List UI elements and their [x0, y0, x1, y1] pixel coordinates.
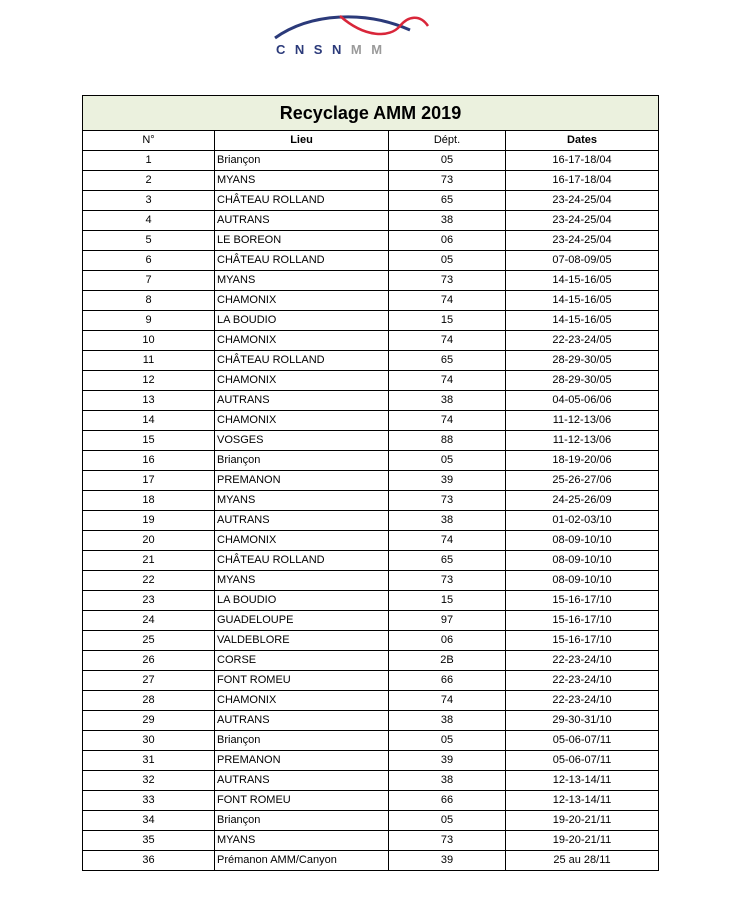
row-dept-cell: 65 [389, 551, 506, 571]
row-lieu-cell: CHAMONIX [215, 371, 389, 391]
table-row [83, 571, 659, 591]
row-dates-cell: 05-06-07/11 [506, 751, 659, 771]
row-num-cell: 23 [83, 591, 215, 611]
row-lieu-cell: CHAMONIX [215, 331, 389, 351]
row-dept-cell: 05 [389, 731, 506, 751]
row-num-cell: 10 [83, 331, 215, 351]
row-dates-cell: 05-06-07/11 [506, 731, 659, 751]
row-num-cell: 4 [83, 211, 215, 231]
row-num-cell: 2 [83, 171, 215, 191]
row-num-cell: 28 [83, 691, 215, 711]
row-dates-cell: 11-12-13/06 [506, 411, 659, 431]
row-dates-cell: 14-15-16/05 [506, 311, 659, 331]
table-row [83, 751, 659, 771]
header-dates: Dates [506, 131, 659, 151]
row-lieu-cell: CHÂTEAU ROLLAND [215, 191, 389, 211]
cnsnmm-logo [270, 8, 440, 58]
row-dates-cell: 18-19-20/06 [506, 451, 659, 471]
row-num-cell: 11 [83, 351, 215, 371]
row-lieu-cell: CHÂTEAU ROLLAND [215, 251, 389, 271]
row-dates-cell: 29-30-31/10 [506, 711, 659, 731]
table-row [83, 171, 659, 191]
logo-letter: S [313, 42, 332, 57]
row-lieu-cell: MYANS [215, 491, 389, 511]
row-num-cell: 8 [83, 291, 215, 311]
row-lieu-cell: AUTRANS [215, 511, 389, 531]
table-header-row [83, 131, 659, 151]
table-title-row [83, 96, 659, 131]
row-dates-cell: 19-20-21/11 [506, 831, 659, 851]
table-row [83, 411, 659, 431]
row-dates-cell: 19-20-21/11 [506, 811, 659, 831]
row-dates-cell: 15-16-17/10 [506, 631, 659, 651]
row-dept-cell: 73 [389, 571, 506, 591]
row-lieu-cell: Briançon [215, 451, 389, 471]
row-num-cell: 16 [83, 451, 215, 471]
row-dates-cell: 08-09-10/10 [506, 571, 659, 591]
table-row [83, 451, 659, 471]
table-row [83, 271, 659, 291]
row-num-cell: 36 [83, 851, 215, 871]
row-lieu-cell: CHAMONIX [215, 411, 389, 431]
row-dept-cell: 06 [389, 231, 506, 251]
table-row [83, 711, 659, 731]
row-dates-cell: 24-25-26/09 [506, 491, 659, 511]
row-num-cell: 31 [83, 751, 215, 771]
logo-letter: M [371, 42, 392, 57]
row-dates-cell: 01-02-03/10 [506, 511, 659, 531]
row-dates-cell: 25 au 28/11 [506, 851, 659, 871]
row-dates-cell: 15-16-17/10 [506, 591, 659, 611]
row-num-cell: 35 [83, 831, 215, 851]
row-lieu-cell: Briançon [215, 811, 389, 831]
row-lieu-cell: Prémanon AMM/Canyon [215, 851, 389, 871]
row-num-cell: 30 [83, 731, 215, 751]
row-lieu-cell: VALDEBLORE [215, 631, 389, 651]
row-num-cell: 24 [83, 611, 215, 631]
row-lieu-cell: FONT ROMEU [215, 671, 389, 691]
row-dept-cell: 73 [389, 271, 506, 291]
row-num-cell: 9 [83, 311, 215, 331]
table-row [83, 491, 659, 511]
logo-letter: M [350, 42, 372, 57]
row-dept-cell: 66 [389, 791, 506, 811]
row-dept-cell: 38 [389, 771, 506, 791]
row-dept-cell: 73 [389, 491, 506, 511]
row-num-cell: 21 [83, 551, 215, 571]
row-num-cell: 32 [83, 771, 215, 791]
row-dept-cell: 15 [389, 311, 506, 331]
row-lieu-cell: AUTRANS [215, 211, 389, 231]
row-dept-cell: 05 [389, 811, 506, 831]
row-lieu-cell: CORSE [215, 651, 389, 671]
table-row [83, 431, 659, 451]
table-row [83, 551, 659, 571]
row-dates-cell: 15-16-17/10 [506, 611, 659, 631]
table-row [83, 471, 659, 491]
table-row [83, 191, 659, 211]
row-num-cell: 34 [83, 811, 215, 831]
row-dept-cell: 97 [389, 611, 506, 631]
row-dept-cell: 74 [389, 531, 506, 551]
row-lieu-cell: LE BOREON [215, 231, 389, 251]
row-num-cell: 5 [83, 231, 215, 251]
row-num-cell: 7 [83, 271, 215, 291]
row-lieu-cell: CHÂTEAU ROLLAND [215, 351, 389, 371]
row-dept-cell: 2B [389, 651, 506, 671]
row-dates-cell: 14-15-16/05 [506, 271, 659, 291]
row-lieu-cell: MYANS [215, 831, 389, 851]
table-row [83, 631, 659, 651]
row-dept-cell: 66 [389, 671, 506, 691]
row-num-cell: 19 [83, 511, 215, 531]
row-dept-cell: 38 [389, 511, 506, 531]
row-dates-cell: 22-23-24/10 [506, 691, 659, 711]
row-dept-cell: 74 [389, 331, 506, 351]
row-num-cell: 6 [83, 251, 215, 271]
table-row [83, 331, 659, 351]
row-dept-cell: 06 [389, 631, 506, 651]
header-dept: Dépt. [389, 131, 506, 151]
table-row [83, 351, 659, 371]
header-lieu: Lieu [215, 131, 389, 151]
row-num-cell: 22 [83, 571, 215, 591]
table-row [83, 211, 659, 231]
table-row [83, 791, 659, 811]
table-row [83, 311, 659, 331]
row-lieu-cell: VOSGES [215, 431, 389, 451]
row-dept-cell: 39 [389, 851, 506, 871]
row-num-cell: 26 [83, 651, 215, 671]
header-num: N° [83, 131, 215, 151]
row-dates-cell: 11-12-13/06 [506, 431, 659, 451]
row-lieu-cell: Briançon [215, 151, 389, 171]
row-dept-cell: 38 [389, 391, 506, 411]
table-row [83, 611, 659, 631]
row-dates-cell: 07-08-09/05 [506, 251, 659, 271]
row-lieu-cell: LA BOUDIO [215, 311, 389, 331]
row-lieu-cell: MYANS [215, 271, 389, 291]
row-num-cell: 33 [83, 791, 215, 811]
row-dates-cell: 23-24-25/04 [506, 211, 659, 231]
row-dates-cell: 25-26-27/06 [506, 471, 659, 491]
row-lieu-cell: PREMANON [215, 751, 389, 771]
row-dept-cell: 39 [389, 751, 506, 771]
row-lieu-cell: Briançon [215, 731, 389, 751]
row-dates-cell: 22-23-24/10 [506, 671, 659, 691]
table-row [83, 531, 659, 551]
row-num-cell: 13 [83, 391, 215, 411]
row-dept-cell: 74 [389, 371, 506, 391]
row-dates-cell: 22-23-24/05 [506, 331, 659, 351]
row-lieu-cell: AUTRANS [215, 711, 389, 731]
row-dept-cell: 73 [389, 171, 506, 191]
table-row [83, 851, 659, 871]
row-dept-cell: 74 [389, 691, 506, 711]
row-dept-cell: 74 [389, 411, 506, 431]
row-dept-cell: 88 [389, 431, 506, 451]
row-num-cell: 20 [83, 531, 215, 551]
table-row [83, 291, 659, 311]
row-dates-cell: 08-09-10/10 [506, 531, 659, 551]
table-row [83, 511, 659, 531]
row-dates-cell: 14-15-16/05 [506, 291, 659, 311]
row-num-cell: 3 [83, 191, 215, 211]
row-dates-cell: 08-09-10/10 [506, 551, 659, 571]
row-dates-cell: 28-29-30/05 [506, 371, 659, 391]
table-title: Recyclage AMM 2019 [83, 96, 659, 131]
row-dates-cell: 12-13-14/11 [506, 791, 659, 811]
row-num-cell: 29 [83, 711, 215, 731]
logo-letter: C [276, 42, 295, 57]
table-row [83, 691, 659, 711]
table-row [83, 731, 659, 751]
row-dept-cell: 38 [389, 711, 506, 731]
row-dates-cell: 04-05-06/06 [506, 391, 659, 411]
table-row [83, 811, 659, 831]
row-num-cell: 27 [83, 671, 215, 691]
table-body [83, 151, 659, 871]
row-num-cell: 12 [83, 371, 215, 391]
table-row [83, 651, 659, 671]
logo-letter: N [331, 42, 351, 57]
row-lieu-cell: AUTRANS [215, 391, 389, 411]
row-lieu-cell: MYANS [215, 171, 389, 191]
row-lieu-cell: CHÂTEAU ROLLAND [215, 551, 389, 571]
row-dept-cell: 74 [389, 291, 506, 311]
row-lieu-cell: MYANS [215, 571, 389, 591]
table-row [83, 231, 659, 251]
logo-letter: N [294, 42, 314, 57]
row-dept-cell: 65 [389, 351, 506, 371]
row-lieu-cell: FONT ROMEU [215, 791, 389, 811]
row-dept-cell: 05 [389, 151, 506, 171]
row-dates-cell: 23-24-25/04 [506, 191, 659, 211]
row-dept-cell: 38 [389, 211, 506, 231]
row-dept-cell: 39 [389, 471, 506, 491]
row-dates-cell: 28-29-30/05 [506, 351, 659, 371]
table-row [83, 771, 659, 791]
table-row [83, 831, 659, 851]
row-num-cell: 14 [83, 411, 215, 431]
table-row [83, 251, 659, 271]
row-num-cell: 17 [83, 471, 215, 491]
row-dept-cell: 15 [389, 591, 506, 611]
row-num-cell: 18 [83, 491, 215, 511]
table-row [83, 371, 659, 391]
row-lieu-cell: GUADELOUPE [215, 611, 389, 631]
row-dept-cell: 05 [389, 451, 506, 471]
row-dates-cell: 22-23-24/10 [506, 651, 659, 671]
row-dates-cell: 23-24-25/04 [506, 231, 659, 251]
row-dates-cell: 16-17-18/04 [506, 171, 659, 191]
row-lieu-cell: PREMANON [215, 471, 389, 491]
row-dates-cell: 12-13-14/11 [506, 771, 659, 791]
table-row [83, 591, 659, 611]
table-row [83, 391, 659, 411]
row-lieu-cell: LA BOUDIO [215, 591, 389, 611]
row-lieu-cell: CHAMONIX [215, 691, 389, 711]
row-num-cell: 15 [83, 431, 215, 451]
row-dates-cell: 16-17-18/04 [506, 151, 659, 171]
row-lieu-cell: CHAMONIX [215, 531, 389, 551]
row-lieu-cell: CHAMONIX [215, 291, 389, 311]
row-dept-cell: 73 [389, 831, 506, 851]
row-num-cell: 25 [83, 631, 215, 651]
logo-text [276, 42, 436, 57]
table-row [83, 671, 659, 691]
row-dept-cell: 65 [389, 191, 506, 211]
row-lieu-cell: AUTRANS [215, 771, 389, 791]
table-row [83, 151, 659, 171]
recyclage-table [82, 95, 659, 871]
row-num-cell: 1 [83, 151, 215, 171]
row-dept-cell: 05 [389, 251, 506, 271]
